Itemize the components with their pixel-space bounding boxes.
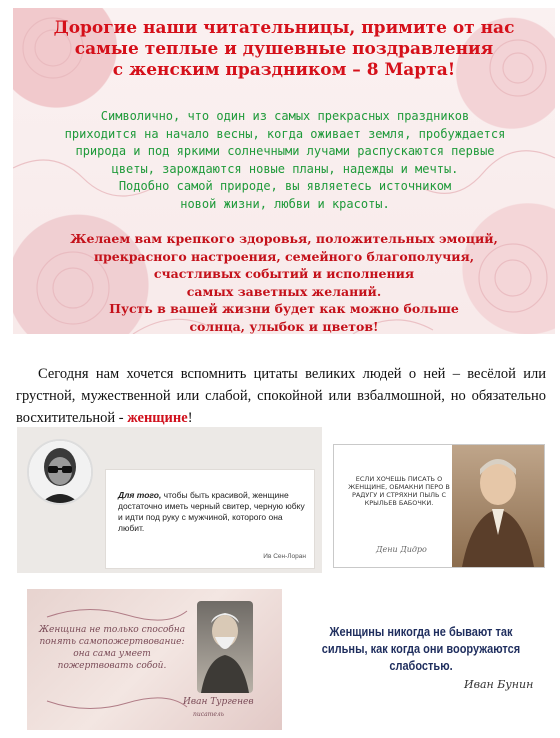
intro-text: Сегодня нам хочется вспомнить цитаты великих людей о ней – весёлой или грустной, мужественной или слабой, спокойной или взбалмошной, но обязательно восхитительной - bbox=[16, 365, 546, 426]
quote-author: Ив Сен-Лоран bbox=[263, 553, 306, 560]
avatar bbox=[27, 439, 93, 505]
paragraph-line: приходится на начало весны, когда оживает земля, пробуждается bbox=[64, 126, 506, 141]
quote-author: Дени Дидро bbox=[376, 545, 427, 554]
quote-text: Женщины никогда не бывают так сильны, как когда они вооружаются слабостью. bbox=[321, 625, 521, 673]
quote-body: чтобы быть красивой, женщине достаточно иметь черный свитер, черную юбку и идти под руку с мужчиной, которого она любит. bbox=[118, 490, 305, 533]
paragraph-line: цветы, зарождаются новые планы, надежды и мечты. bbox=[111, 161, 459, 176]
intro-end: ! bbox=[187, 409, 193, 426]
quote-card-saint-laurent bbox=[17, 427, 322, 573]
spring-paragraph bbox=[35, 108, 535, 213]
portrait-image bbox=[29, 441, 91, 503]
intro-highlight: женщине bbox=[127, 409, 188, 426]
paragraph-line: Символично, что один из самых прекрасных праздников bbox=[100, 109, 470, 123]
quote-lead: Для того, bbox=[118, 490, 162, 500]
title-line: Дорогие наши читательницы, примите от нас bbox=[53, 18, 515, 38]
quote-card-bunin bbox=[288, 606, 550, 696]
quote-card-diderot bbox=[333, 444, 545, 568]
portrait-image bbox=[452, 445, 544, 567]
paragraph-line: природа и под яркими солнечными лучами распускаются первые bbox=[75, 144, 495, 158]
title-line: самые теплые и душевные поздравления bbox=[74, 39, 494, 59]
quote-text: ЕСЛИ ХОЧЕШЬ ПИСАТЬ О ЖЕНЩИНЕ, ОБМАКНИ ПЕРО В РАДУГУ И СТРЯХНИ ПЫЛЬ С КРЫЛЬЕВ БАБОЧКИ. bbox=[348, 475, 450, 507]
wish-line: прекрасного настроения, семейного благополучия, bbox=[93, 248, 475, 264]
quote-author: Иван Бунин bbox=[464, 678, 534, 691]
wish-line: Желаем вам крепкого здоровья, положительных эмоций, bbox=[70, 231, 498, 246]
greeting-banner bbox=[13, 8, 555, 334]
wish-line: счастливых событий и исполнения bbox=[153, 266, 415, 281]
quote-card-turgenev bbox=[27, 589, 282, 730]
greeting-title bbox=[13, 18, 555, 81]
quote-author: Иван Тургенев bbox=[183, 697, 254, 707]
wish-line: Пусть в вашей жизни будет как можно больше bbox=[109, 301, 459, 316]
intro-paragraph bbox=[16, 363, 546, 429]
title-line: с женским праздником – 8 Марта! bbox=[112, 60, 456, 80]
wish-line: солнца, улыбок и цветов! bbox=[189, 318, 379, 334]
portrait-image bbox=[197, 601, 253, 693]
quote-box bbox=[105, 469, 315, 569]
quote-author-role: писатель bbox=[193, 711, 224, 718]
quote-text bbox=[118, 490, 308, 534]
quote-text: Женщина не только способна понять самопожертвование: она сама умеет пожертвовать собой. bbox=[38, 625, 186, 671]
paragraph-line: Подобно самой природе, вы являетесь источником bbox=[118, 179, 452, 193]
wishes-paragraph bbox=[13, 230, 555, 334]
wish-line: самых заветных желаний. bbox=[186, 283, 382, 299]
paragraph-line: новой жизни, любви и красоты. bbox=[180, 196, 390, 211]
